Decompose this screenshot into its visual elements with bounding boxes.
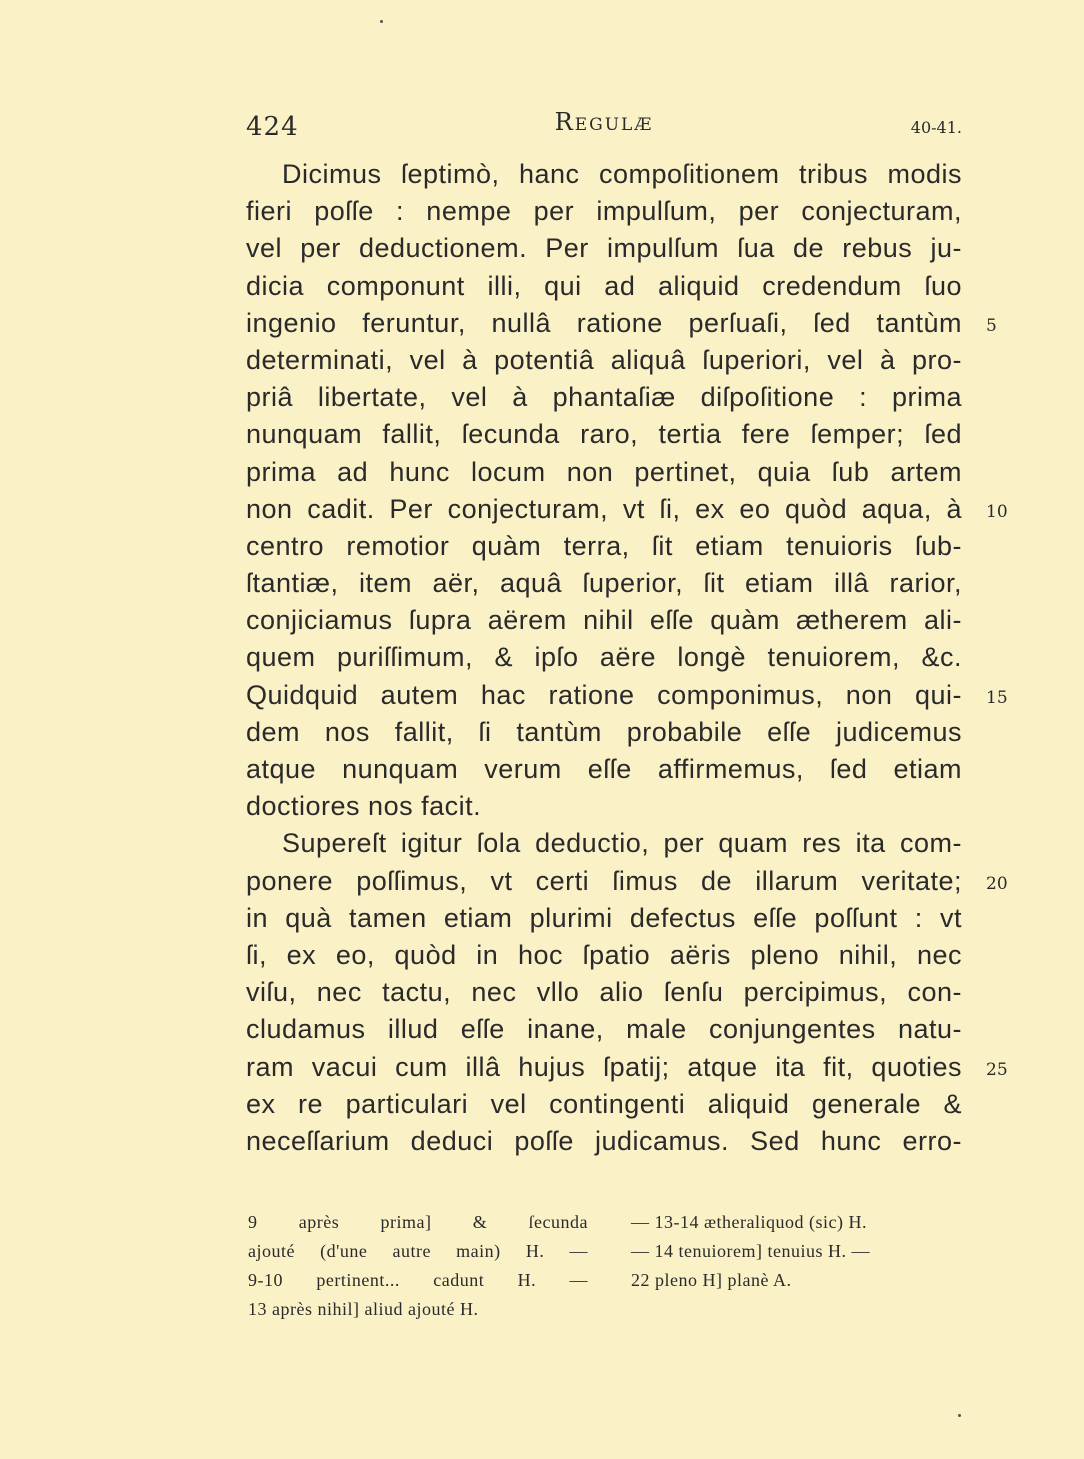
text-line: ſtantiæ, item aër, aquâ ſuperior, ſit etiam illâ rarior, <box>246 568 962 599</box>
footnotes-left-column <box>248 1208 588 1324</box>
footnote-line: — 13-14 ætheraliquod (sic) H. <box>631 1212 867 1232</box>
text-line: Supereſt igitur ſola deductio, per quam res ita com- <box>282 828 962 859</box>
text-line: conjiciamus ſupra aërem nihil eſſe quàm ætherem ali- <box>246 605 962 636</box>
text-line: non cadit. Per conjecturam, vt ſi, ex eo quòd aqua, à <box>246 493 962 524</box>
text-line: cludamus illud eſſe inane, male conjungentes natu- <box>246 1014 962 1045</box>
footnote-line: 13 après nihil] aliud ajouté H. <box>248 1299 479 1319</box>
text-line: centro remotior quàm terra, ſit etiam tenuioris ſub- <box>246 530 962 561</box>
line-number: 25 <box>986 1060 1008 1080</box>
text-line: ſi, ex eo, quòd in hoc ſpatio aëris pleno nihil, nec <box>246 939 962 970</box>
page-number: 424 <box>246 112 299 142</box>
line-number: 15 <box>986 688 1008 708</box>
footnote-line: — 14 tenuiorem] tenuius H. — <box>631 1241 870 1261</box>
text-line: determinati, vel à potentiâ aliquâ ſuperiori, vel à pro- <box>246 344 962 375</box>
text-line: ram vacui cum illâ hujus ſpatij; atque ita fit, quoties <box>246 1051 962 1082</box>
text-line: dicia componunt illi, qui ad aliquid credendum ſuo <box>246 270 962 301</box>
line-number: 10 <box>986 502 1008 522</box>
main-text <box>246 156 962 1160</box>
footnote-line: 9 après prima] & ſecunda <box>248 1212 588 1232</box>
text-line: atque nunquam verum eſſe affirmemus, ſed etiam <box>246 754 962 784</box>
text-line: Quidquid autem hac ratione componimus, non qui- <box>246 679 962 710</box>
text-line: fieri poſſe : nempe per impulſum, per conjecturam, <box>246 196 962 227</box>
text-line: nunquam fallit, ſecunda raro, tertia fere ſemper; ſed <box>246 419 962 450</box>
footnotes-right-column <box>631 1208 971 1295</box>
line-number: 5 <box>986 316 997 336</box>
text-line: viſu, nec tactu, nec vllo alio ſenſu percipimus, con- <box>246 977 962 1008</box>
line-number: 20 <box>986 874 1008 894</box>
text-line: neceſſarium deduci poſſe judicamus. Sed hunc erro- <box>246 1125 962 1156</box>
footnote-line: 9-10 pertinent... cadunt H. — <box>248 1270 588 1290</box>
running-header <box>246 104 962 144</box>
section-reference: 40-41. <box>910 118 962 137</box>
text-line: doctiores nos facit. <box>246 791 482 822</box>
text-line: dem nos fallit, ſi tantùm probabile eſſe judicemus <box>246 716 962 747</box>
paper-speck <box>958 1414 961 1417</box>
text-line: ingenio feruntur, nullâ ratione perſuaſi, ſed tantùm <box>246 307 962 338</box>
text-line: ex re particulari vel contingenti aliquid generale & <box>246 1088 962 1119</box>
text-line: Dicimus ſeptimò, hanc compoſitionem tribus modis <box>282 159 962 189</box>
footnote-line: 22 pleno H] planè A. <box>631 1270 792 1290</box>
text-line: prima ad hunc locum non pertinet, quia ſub artem <box>246 456 962 487</box>
paper-speck <box>380 20 383 23</box>
footnote-line: ajouté (d'une autre main) H. — <box>248 1241 588 1261</box>
running-title: Regulæ <box>554 108 654 136</box>
text-line: ponere poſſimus, vt certi ſimus de illarum veritate; <box>246 865 962 896</box>
text-line: priâ libertate, vel à phantaſiæ diſpoſitione : prima <box>246 382 962 413</box>
text-line: vel per deductionem. Per impulſum ſua de rebus ju- <box>246 233 962 264</box>
text-line: quem puriſſimum, & ipſo aëre longè tenuiorem, &c. <box>246 642 962 673</box>
text-line: in quà tamen etiam plurimi defectus eſſe poſſunt : vt <box>246 902 962 933</box>
